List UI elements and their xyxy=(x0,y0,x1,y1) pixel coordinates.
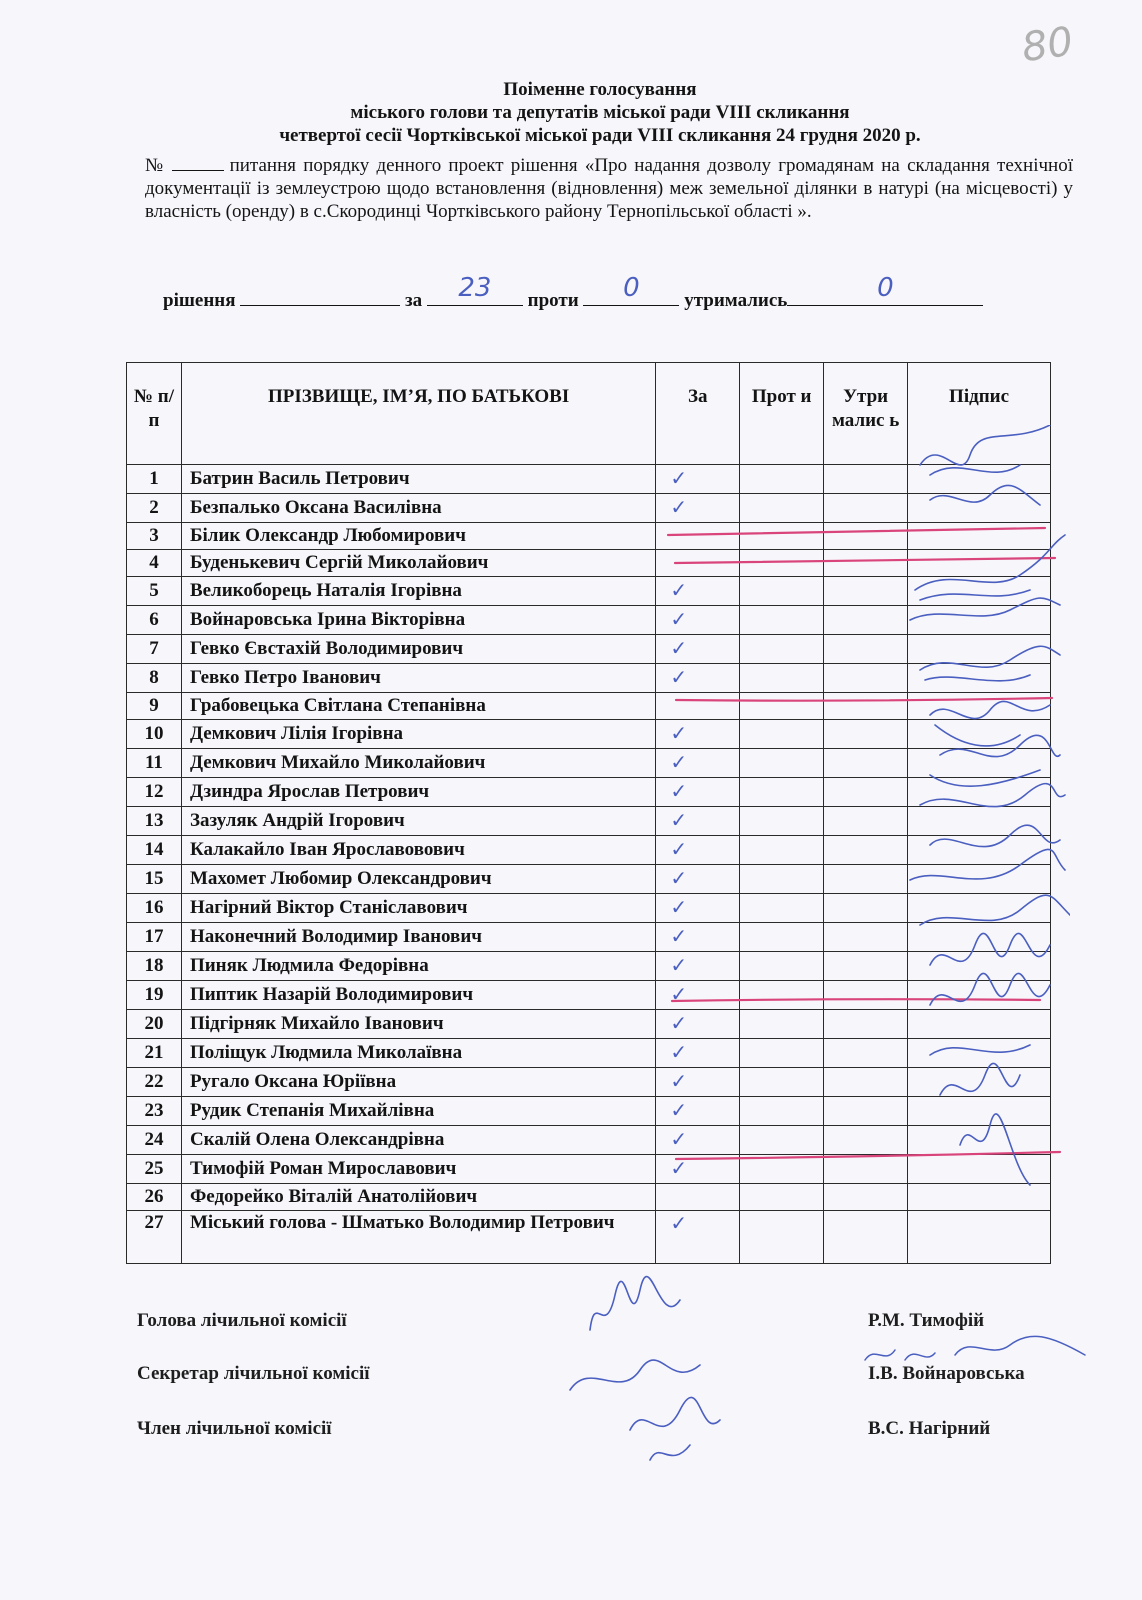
vote-abstained-cell xyxy=(824,494,908,523)
row-number: 5 xyxy=(127,577,182,606)
member-name: Поліщук Людмила Миколаївна xyxy=(181,1039,655,1068)
header-num: № п/п xyxy=(127,363,182,465)
vote-for-cell xyxy=(656,577,740,606)
member-name: Рудик Степанія Михайлівна xyxy=(181,1097,655,1126)
decision-summary xyxy=(163,273,1063,312)
member-name: Ругало Оксана Юріївна xyxy=(181,1068,655,1097)
vote-against-cell xyxy=(740,523,824,550)
vote-abstained-cell xyxy=(824,606,908,635)
vote-abstained-cell xyxy=(824,1039,908,1068)
vote-against-cell xyxy=(740,981,824,1010)
member-name: Пиняк Людмила Федорівна xyxy=(181,952,655,981)
for-label: за xyxy=(405,290,423,311)
for-checkmark: ✓ xyxy=(670,924,688,948)
against-count-field xyxy=(583,273,679,306)
vote-against-cell xyxy=(740,693,824,720)
member-name: Нагірний Віктор Станіславович xyxy=(181,894,655,923)
header-abstained: Утри малис ь xyxy=(824,363,908,465)
row-number: 8 xyxy=(127,664,182,693)
against-label: проти xyxy=(527,290,579,311)
vote-for-cell xyxy=(656,550,740,577)
row-number: 9 xyxy=(127,693,182,720)
for-checkmark: ✓ xyxy=(670,721,688,745)
vote-abstained-cell xyxy=(824,635,908,664)
decision-label: рішення xyxy=(163,290,236,311)
header-against: Прот и xyxy=(740,363,824,465)
member-name: Підгірняк Михайло Іванович xyxy=(181,1010,655,1039)
vote-against-cell xyxy=(740,577,824,606)
vote-for-cell xyxy=(656,1211,740,1264)
for-checkmark: ✓ xyxy=(670,1040,688,1064)
vote-for-cell xyxy=(656,1010,740,1039)
vote-abstained-cell xyxy=(824,894,908,923)
row-number: 21 xyxy=(127,1039,182,1068)
against-count: 0 xyxy=(623,273,640,303)
row-number: 14 xyxy=(127,836,182,865)
vote-against-cell xyxy=(740,550,824,577)
vote-for-cell xyxy=(656,1155,740,1184)
member-name: Буденькевич Сергій Миколайович xyxy=(181,550,655,577)
vote-abstained-cell xyxy=(824,1211,908,1264)
for-checkmark: ✓ xyxy=(670,953,688,977)
vote-for-cell xyxy=(656,1039,740,1068)
header-name: ПРІЗВИЩЕ, ІМ’Я, ПО БАТЬКОВІ xyxy=(181,363,655,465)
vote-for-cell xyxy=(656,693,740,720)
vote-against-cell xyxy=(740,807,824,836)
row-number: 20 xyxy=(127,1010,182,1039)
commission-name-member: В.С. Нагірний xyxy=(868,1418,991,1439)
vote-abstained-cell xyxy=(824,923,908,952)
vote-abstained-cell xyxy=(824,952,908,981)
vote-for-cell xyxy=(656,894,740,923)
member-name: Гевко Петро Іванович xyxy=(181,664,655,693)
vote-abstained-cell xyxy=(824,981,908,1010)
vote-abstained-cell xyxy=(824,1184,908,1211)
row-number: 13 xyxy=(127,807,182,836)
for-checkmark: ✓ xyxy=(670,895,688,919)
vote-against-cell xyxy=(740,1097,824,1126)
vote-for-cell xyxy=(656,1097,740,1126)
vote-abstained-cell xyxy=(824,1126,908,1155)
for-checkmark: ✓ xyxy=(670,1069,688,1093)
member-name: Великоборець Наталія Ігорівна xyxy=(181,577,655,606)
vote-abstained-cell xyxy=(824,664,908,693)
vote-against-cell xyxy=(740,1068,824,1097)
vote-against-cell xyxy=(740,635,824,664)
member-name: Демкович Михайло Миколайович xyxy=(181,749,655,778)
vote-abstained-cell xyxy=(824,465,908,494)
vote-against-cell xyxy=(740,664,824,693)
member-name: Войнаровська Ірина Вікторівна xyxy=(181,606,655,635)
vote-for-cell xyxy=(656,465,740,494)
row-number: 12 xyxy=(127,778,182,807)
agenda-number-sign: № xyxy=(145,155,166,176)
member-name: Калакайло Іван Ярославовович xyxy=(181,836,655,865)
vote-for-cell xyxy=(656,606,740,635)
member-name: Демкович Лілія Ігорівна xyxy=(181,720,655,749)
vote-abstained-cell xyxy=(824,577,908,606)
vote-against-cell xyxy=(740,865,824,894)
vote-for-cell xyxy=(656,836,740,865)
vote-abstained-cell xyxy=(824,865,908,894)
header-signature: Підпис xyxy=(908,363,1051,465)
for-checkmark: ✓ xyxy=(670,665,688,689)
member-name: Наконечний Володимир Іванович xyxy=(181,923,655,952)
agenda-number-blank xyxy=(172,156,224,171)
vote-against-cell xyxy=(740,1010,824,1039)
commission-role-chair: Голова лічильної комісії xyxy=(137,1310,347,1331)
page-number: 80 xyxy=(1019,18,1076,72)
commission-signatures xyxy=(560,1270,760,1470)
vote-abstained-cell xyxy=(824,1010,908,1039)
row-number: 11 xyxy=(127,749,182,778)
vote-abstained-cell xyxy=(824,1155,908,1184)
vote-for-cell xyxy=(656,865,740,894)
title-line-2: міського голови та депутатів міської ради VIII скликання xyxy=(350,102,850,123)
row-number: 17 xyxy=(127,923,182,952)
vote-against-cell xyxy=(740,606,824,635)
for-checkmark: ✓ xyxy=(670,866,688,890)
vote-abstained-cell xyxy=(824,1097,908,1126)
vote-for-cell xyxy=(656,807,740,836)
row-number: 18 xyxy=(127,952,182,981)
member-name: Міський голова - Шматько Володимир Петрович xyxy=(181,1211,655,1264)
signature-scribbles xyxy=(900,425,1070,1225)
vote-abstained-cell xyxy=(824,807,908,836)
vote-abstained-cell xyxy=(824,693,908,720)
row-number: 16 xyxy=(127,894,182,923)
vote-against-cell xyxy=(740,1211,824,1264)
vote-against-cell xyxy=(740,1039,824,1068)
for-checkmark: ✓ xyxy=(670,466,688,490)
vote-against-cell xyxy=(740,749,824,778)
member-name: Федорейко Віталій Анатолійович xyxy=(181,1184,655,1211)
row-number: 10 xyxy=(127,720,182,749)
row-number: 1 xyxy=(127,465,182,494)
member-name: Зазуляк Андрій Ігорович xyxy=(181,807,655,836)
vote-against-cell xyxy=(740,720,824,749)
for-checkmark: ✓ xyxy=(670,750,688,774)
vote-for-cell xyxy=(656,749,740,778)
vote-for-cell xyxy=(656,494,740,523)
for-checkmark: ✓ xyxy=(670,1211,688,1235)
member-name: Безпалько Оксана Василівна xyxy=(181,494,655,523)
vote-abstained-cell xyxy=(824,1068,908,1097)
member-name: Пиптик Назарій Володимирович xyxy=(181,981,655,1010)
row-number: 27 xyxy=(127,1211,182,1264)
vote-abstained-cell xyxy=(824,550,908,577)
vote-for-cell xyxy=(656,1184,740,1211)
secretary-signature xyxy=(860,1325,1090,1375)
row-number: 7 xyxy=(127,635,182,664)
commission-name-secretary: І.В. Войнаровська xyxy=(868,1363,1025,1384)
row-number: 25 xyxy=(127,1155,182,1184)
commission-name-chair: Р.М. Тимофій xyxy=(868,1310,985,1331)
title-line-1: Поіменне голосування xyxy=(503,79,697,100)
row-number: 19 xyxy=(127,981,182,1010)
row-number: 22 xyxy=(127,1068,182,1097)
vote-against-cell xyxy=(740,1184,824,1211)
row-number: 15 xyxy=(127,865,182,894)
row-number: 23 xyxy=(127,1097,182,1126)
vote-against-cell xyxy=(740,894,824,923)
vote-abstained-cell xyxy=(824,778,908,807)
member-name: Тимофій Роман Мирославович xyxy=(181,1155,655,1184)
for-checkmark: ✓ xyxy=(670,1127,688,1151)
vote-for-cell xyxy=(656,1068,740,1097)
vote-for-cell xyxy=(656,635,740,664)
row-number: 2 xyxy=(127,494,182,523)
for-checkmark: ✓ xyxy=(670,1098,688,1122)
vote-against-cell xyxy=(740,494,824,523)
member-name: Білик Олександр Любомирович xyxy=(181,523,655,550)
vote-for-cell xyxy=(656,952,740,981)
abstained-count: 0 xyxy=(877,273,894,303)
agenda-item xyxy=(145,154,1073,223)
vote-for-cell xyxy=(656,664,740,693)
agenda-text: питання порядку денного проект рішення «Про надання дозволу громадянам на складання технічної документації із землеустрою щодо встановлення (відновлення) меж земельної ділянки в натурі (на місцевості) у власність (оренду) в с.Скородинці Чортківського району Тернопільської області ». xyxy=(145,155,1073,222)
abstained-count-field xyxy=(787,273,983,306)
member-name: Грабовецька Світлана Степанівна xyxy=(181,693,655,720)
vote-for-cell xyxy=(656,523,740,550)
row-number: 26 xyxy=(127,1184,182,1211)
decision-blank xyxy=(240,287,400,306)
header-for: За xyxy=(656,363,740,465)
member-name: Скалій Олена Олександрівна xyxy=(181,1126,655,1155)
for-checkmark: ✓ xyxy=(670,1156,688,1180)
vote-against-cell xyxy=(740,465,824,494)
for-checkmark: ✓ xyxy=(670,1011,688,1035)
member-name: Махомет Любомир Олександрович xyxy=(181,865,655,894)
member-name: Гевко Євстахій Володимирович xyxy=(181,635,655,664)
for-checkmark: ✓ xyxy=(670,837,688,861)
for-count: 23 xyxy=(458,273,492,303)
commission-role-member: Член лічильної комісії xyxy=(137,1418,332,1439)
abstained-label: утримались xyxy=(684,290,788,311)
vote-against-cell xyxy=(740,778,824,807)
vote-against-cell xyxy=(740,836,824,865)
for-checkmark: ✓ xyxy=(670,779,688,803)
vote-for-cell xyxy=(656,1126,740,1155)
commission-role-secretary: Секретар лічильної комісії xyxy=(137,1363,370,1384)
title-line-3: четвертої сесії Чортківської міської ради VIII скликання 24 грудня 2020 р. xyxy=(279,125,921,146)
row-number: 24 xyxy=(127,1126,182,1155)
vote-for-cell xyxy=(656,778,740,807)
vote-for-cell xyxy=(656,720,740,749)
row-number: 4 xyxy=(127,550,182,577)
vote-against-cell xyxy=(740,923,824,952)
for-checkmark: ✓ xyxy=(670,607,688,631)
vote-abstained-cell xyxy=(824,749,908,778)
vote-against-cell xyxy=(740,952,824,981)
member-name: Дзиндра Ярослав Петрович xyxy=(181,778,655,807)
for-checkmark: ✓ xyxy=(670,636,688,660)
vote-abstained-cell xyxy=(824,720,908,749)
vote-for-cell xyxy=(656,923,740,952)
row-number: 3 xyxy=(127,523,182,550)
vote-for-cell xyxy=(656,981,740,1010)
for-checkmark: ✓ xyxy=(670,495,688,519)
for-checkmark: ✓ xyxy=(670,808,688,832)
for-checkmark: ✓ xyxy=(670,578,688,602)
vote-abstained-cell xyxy=(824,836,908,865)
vote-against-cell xyxy=(740,1155,824,1184)
row-number: 6 xyxy=(127,606,182,635)
member-name: Батрин Василь Петрович xyxy=(181,465,655,494)
vote-abstained-cell xyxy=(824,523,908,550)
vote-against-cell xyxy=(740,1126,824,1155)
document-title xyxy=(130,78,1070,147)
for-count-field xyxy=(427,273,523,306)
for-checkmark: ✓ xyxy=(670,982,688,1006)
